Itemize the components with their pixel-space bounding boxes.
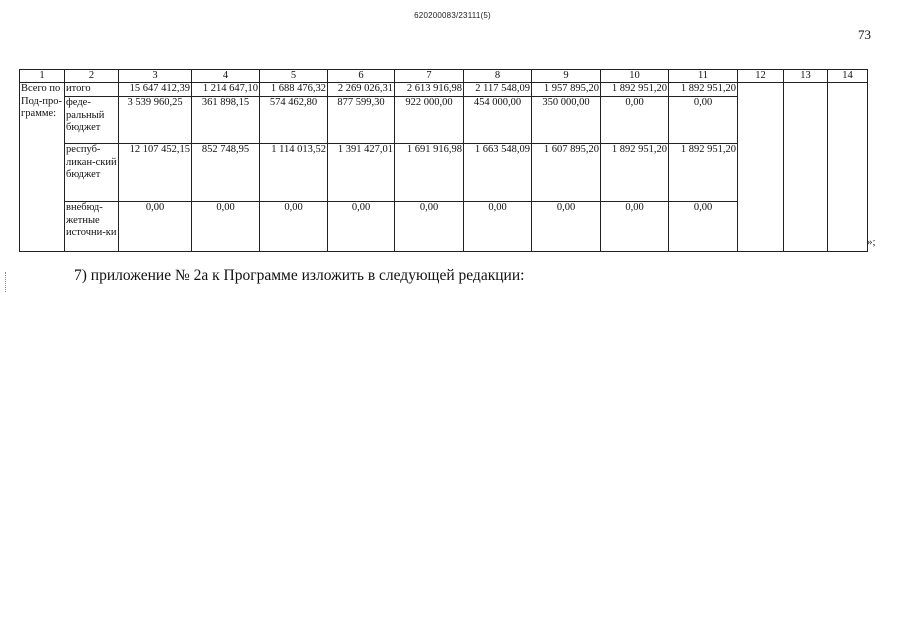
column-header: 10 [601, 70, 669, 83]
margin-scan-mark [5, 272, 7, 292]
page-number: 73 [858, 27, 871, 42]
table-cell: 1 892 951,20 [601, 144, 669, 202]
document-id: 620200083/23111(5) [414, 11, 491, 20]
row-label: внебюд-жетные источни-ки [65, 202, 119, 252]
table-cell: 2 613 916,98 [395, 83, 464, 97]
column-header: 1 [20, 70, 65, 83]
column-header: 12 [738, 70, 784, 83]
column-header: 4 [192, 70, 260, 83]
table-cell: 1 957 895,20 [532, 83, 601, 97]
table-cell: 0,00 [669, 202, 738, 252]
row-label: респуб-ликан-ский бюджет [65, 144, 119, 202]
table-cell: 0,00 [601, 97, 669, 144]
table-cell: 1 391 427,01 [328, 144, 395, 202]
table-cell: 1 892 951,20 [669, 144, 738, 202]
group-label: Всего по Под-про-грамме: [20, 83, 65, 252]
table-cell: 1 691 916,98 [395, 144, 464, 202]
table-cell: 0,00 [192, 202, 260, 252]
table-cell: 2 117 548,09 [464, 83, 532, 97]
column-header: 3 [119, 70, 192, 83]
amendment-paragraph: 7) приложение № 2а к Программе изложить в следующей редакции: [74, 267, 525, 284]
table-cell: 1 214 647,10 [192, 83, 260, 97]
row-label: итого [65, 83, 119, 97]
table-cell: 0,00 [601, 202, 669, 252]
budget-table [19, 69, 868, 252]
empty-cell [784, 83, 828, 252]
table-cell: 0,00 [532, 202, 601, 252]
closing-quote-mark: »; [867, 236, 876, 248]
table-cell: 12 107 452,15 [119, 144, 192, 202]
table-cell: 3 539 960,25 [119, 97, 192, 144]
table-cell: 0,00 [260, 202, 328, 252]
column-header: 14 [828, 70, 868, 83]
table-cell: 2 269 026,31 [328, 83, 395, 97]
empty-cell [738, 83, 784, 252]
table-row [20, 83, 868, 97]
column-number-row [20, 70, 868, 83]
column-header: 9 [532, 70, 601, 83]
column-header: 2 [65, 70, 119, 83]
table-cell: 0,00 [464, 202, 532, 252]
table-cell: 1 663 548,09 [464, 144, 532, 202]
table-cell: 0,00 [395, 202, 464, 252]
column-header: 6 [328, 70, 395, 83]
table-cell: 1 892 951,20 [601, 83, 669, 97]
column-header: 11 [669, 70, 738, 83]
column-header: 7 [395, 70, 464, 83]
table-cell: 1 114 013,52 [260, 144, 328, 202]
table-cell: 852 748,95 [192, 144, 260, 202]
table-cell: 877 599,30 [328, 97, 395, 144]
table-cell: 0,00 [119, 202, 192, 252]
table-cell: 1 607 895,20 [532, 144, 601, 202]
table-cell: 361 898,15 [192, 97, 260, 144]
empty-cell [828, 83, 868, 252]
table-cell: 0,00 [669, 97, 738, 144]
column-header: 13 [784, 70, 828, 83]
table-cell: 1 688 476,32 [260, 83, 328, 97]
table-cell: 1 892 951,20 [669, 83, 738, 97]
table-cell: 350 000,00 [532, 97, 601, 144]
table-cell: 922 000,00 [395, 97, 464, 144]
column-header: 8 [464, 70, 532, 83]
table-cell: 454 000,00 [464, 97, 532, 144]
row-label: феде-ральный бюджет [65, 97, 119, 144]
column-header: 5 [260, 70, 328, 83]
table-cell: 0,00 [328, 202, 395, 252]
table-cell: 15 647 412,39 [119, 83, 192, 97]
table-cell: 574 462,80 [260, 97, 328, 144]
